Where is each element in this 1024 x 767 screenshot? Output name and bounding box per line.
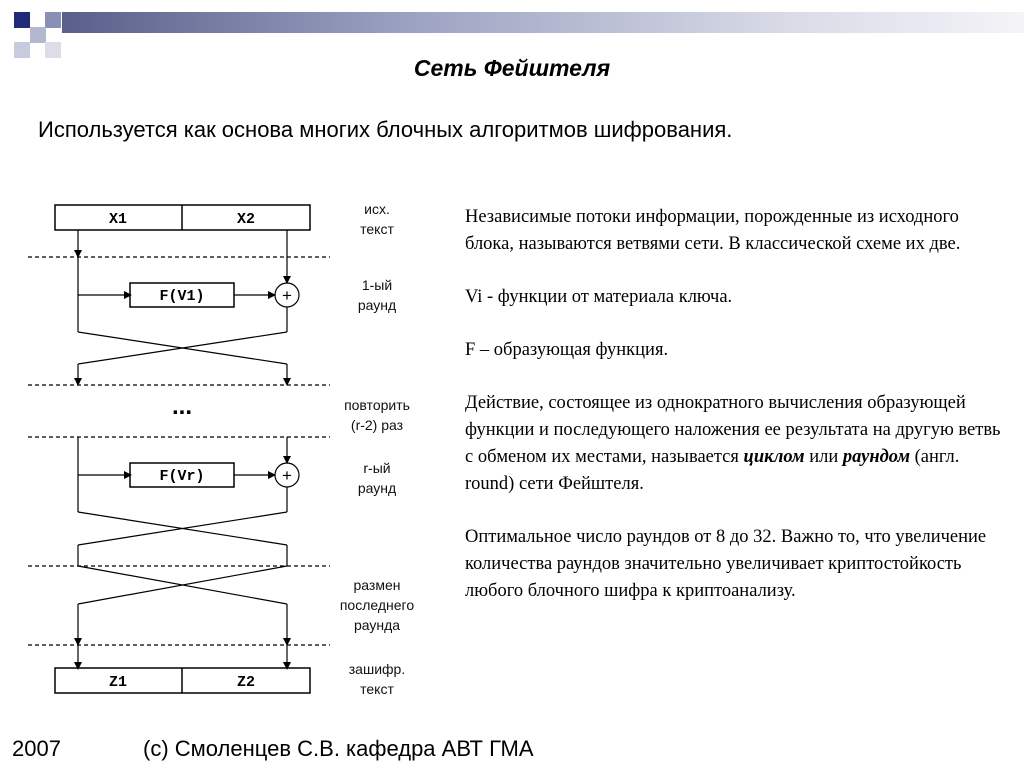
f-round-r-label: F(Vr) xyxy=(159,468,205,485)
footer-credit: (c) Смоленцев С.В. кафедра АВТ ГМА xyxy=(143,736,534,761)
output-left-label: Z1 xyxy=(108,674,128,691)
xor-symbol-round1: + xyxy=(282,286,292,305)
label-encrypted-text: зашифр. текст xyxy=(348,661,406,697)
paragraph-optimal-rounds: Оптимальное число раундов от 8 до 32. Важно то, что увеличение количества раундов значительно увеличивает криптостойкость любого блочного шифра к криптоанализу. xyxy=(465,527,987,601)
paragraph-f: F – образующая функция. xyxy=(465,340,669,360)
deco-square-dark xyxy=(14,12,30,28)
label-round1: 1-ый раунд xyxy=(357,277,397,313)
input-right-label: X2 xyxy=(236,211,256,228)
label-source-text: исх. текст xyxy=(360,201,394,237)
output-right-label: Z2 xyxy=(236,674,256,691)
footer-year: 2007 xyxy=(12,736,61,761)
paragraph-vi: Vi - функции от материала ключа. xyxy=(465,287,733,307)
label-repeat: повторить (r-2) раз xyxy=(344,397,410,433)
header-gradient-bar xyxy=(62,12,1024,33)
f-round1-label: F(V1) xyxy=(159,288,205,305)
input-left-label: X1 xyxy=(108,211,128,228)
label-swap-last-round: размен последнего раунда xyxy=(339,577,415,633)
feistel-diagram xyxy=(0,190,330,700)
label-round-r: r-ый раунд xyxy=(357,460,397,496)
paragraph-round: Действие, состоящее из однократного вычисления образующей функции и последующего наложения ее результата на другую ветвь с обменом их местами, называется циклом или раундом (англ. round) сети Фейштеля. xyxy=(465,393,1001,494)
dashed-separators xyxy=(28,257,330,645)
xor-symbol-round-r: + xyxy=(282,466,292,485)
ellipsis: ... xyxy=(171,393,193,420)
slide-title: Сеть Фейштеля xyxy=(413,55,611,81)
paragraph-branches: Независимые потоки информации, порожденные из исходного блока, называются ветвями сети. В классической схеме их две. xyxy=(465,207,961,254)
slide-subtitle: Используется как основа многих блочных алгоритмов шифрования. xyxy=(38,117,733,142)
deco-square-light xyxy=(30,27,46,43)
deco-square-mid xyxy=(45,12,61,28)
description-text xyxy=(465,204,1005,631)
